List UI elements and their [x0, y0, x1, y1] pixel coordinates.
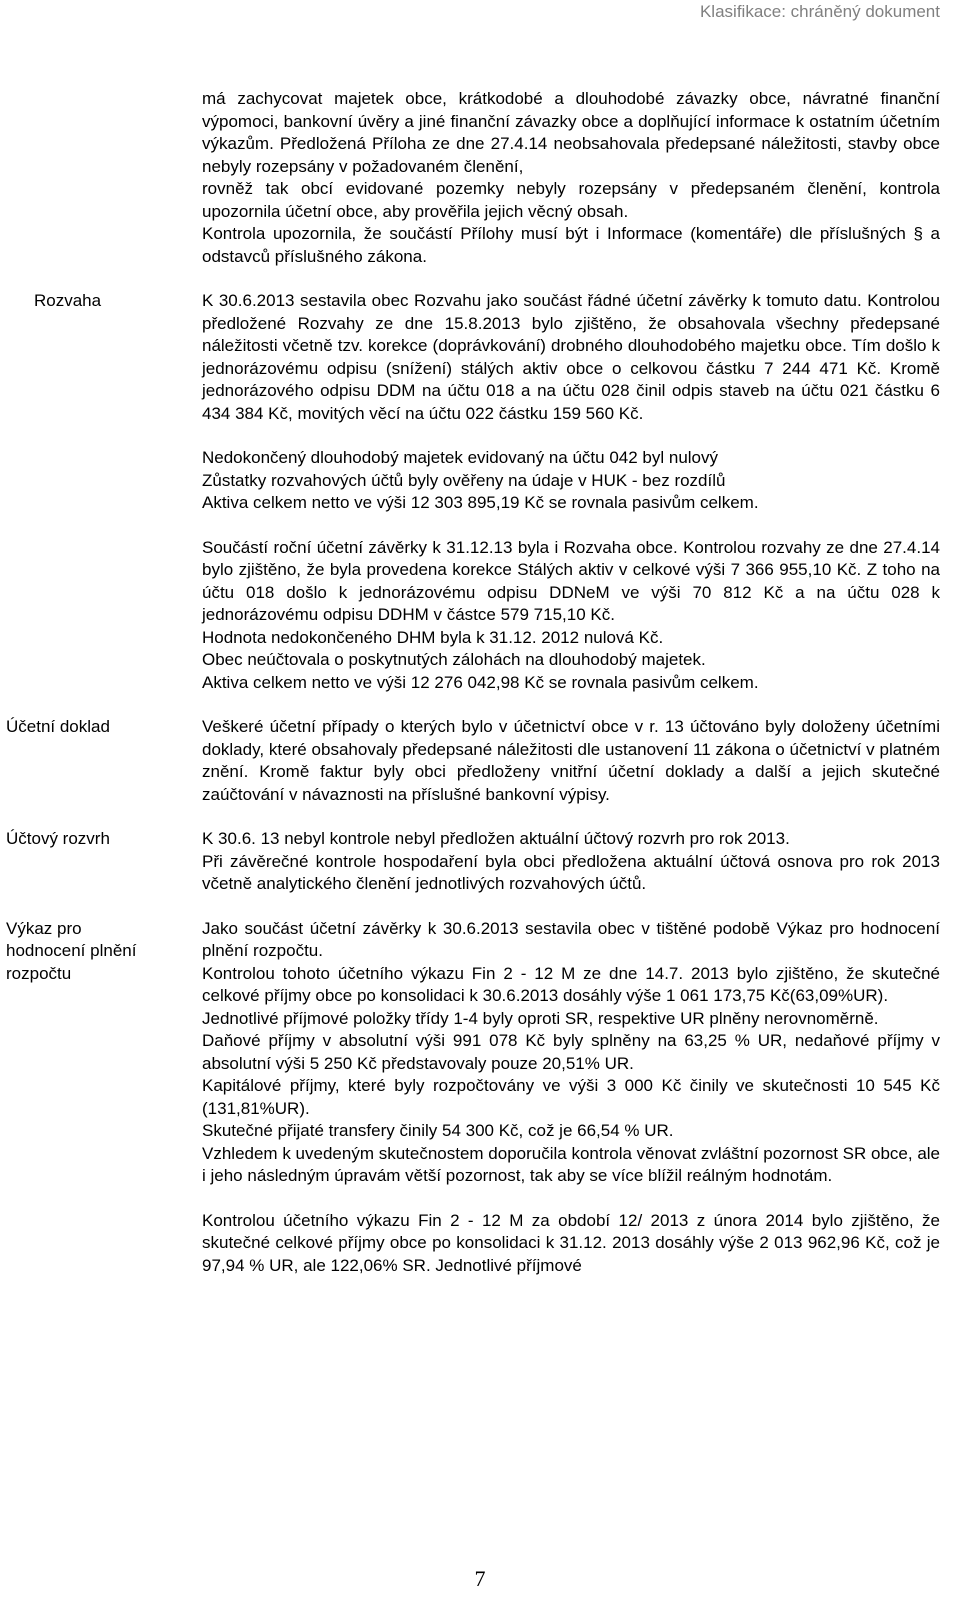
paragraph-gap [202, 425, 940, 447]
paragraph: Hodnota nedokončeného DHM byla k 31.12. 2012 nulová Kč. [202, 627, 664, 647]
paragraph: Jednotlivé příjmové položky třídy 1-4 byly oproti SR, respektive UR plněny nerovnoměrně. [202, 1008, 879, 1028]
paragraph: Nedokončený dlouhodobý majetek evidovaný na účtu 042 byl nulový [202, 448, 719, 467]
paragraph: Aktiva celkem netto ve výši 12 276 042,98 Kč se rovnala pasivům celkem. [202, 672, 759, 692]
paragraph: Zůstatky rozvahových účtů byly ověřeny na údaje v HUK - bez rozdílů [202, 470, 726, 490]
section-text [202, 290, 940, 694]
paragraph: Daňové příjmy v absolutní výši 991 078 Kč byly splněny na 63,25 % UR, nedaňové příjmy v absolutní výši 5 250 Kč představovaly pouze 20,51% UR. [202, 1031, 940, 1073]
section-label: Rozvaha [34, 291, 102, 310]
paragraph: má zachycovat majetek obce, krátkodobé a dlouhodobé závazky obce, návratné finanční výpomoci, bankovní úvěry a jiné finanční závazky obce a doplňující informace k ostatním účetním výkazům. Předložená Příloha ze dne 27.4.14 neobsahovala předepsané náležitosti, stavby obce nebyly rozepsány v požadovaném členění, [202, 89, 940, 176]
paragraph: Obec neúčtovala o poskytnutých zálohách na dlouhodobý majetek. [202, 650, 706, 669]
paragraph: Jako součást účetní závěrky k 30.6.2013 sestavila obec v tištěné podobě Výkaz pro hodnocení plnění rozpočtu. [202, 918, 940, 960]
classification-header: Klasifikace: chráněný dokument [699, 2, 940, 21]
section-text [202, 716, 940, 806]
paragraph: Kontrolou tohoto účetního výkazu Fin 2 - 12 M ze dne 14.7. 2013 bylo zjištěno, že skutečné celkové příjmy obce po konsolidaci k 30.6.2013 dosáhly výše 1 061 173,75 Kč(63,09%UR). [202, 963, 940, 1005]
paragraph: Skutečné přijaté transfery činily 54 300 Kč, což je 66,54 % UR. [202, 1121, 674, 1140]
section-label: Výkaz pro hodnocení plnění rozpočtu [6, 918, 137, 983]
paragraph: K 30.6. 13 nebyl kontrole nebyl předložen aktuální účtový rozvrh pro rok 2013. [202, 829, 790, 848]
document-body [0, 88, 960, 1299]
paragraph: Kontrolou účetního výkazu Fin 2 - 12 M za období 12/ 2013 z února 2014 bylo zjištěno, že skutečné celkové příjmy obce po konsolidaci k 31.12. 2013 dosáhly výše 2 013 962,96 Kč, což je 97,94 % UR, ale 122,06% SR. Jednotlivé příjmové [202, 1210, 940, 1275]
paragraph: K 30.6.2013 sestavila obec Rozvahu jako součást řádné účetní závěrky k tomuto datu. Kontrolou předložené Rozvahy ze dne 15.8.2013 bylo zjištěno, že obsahovala všechny předepsané náležitosti včetně tzv. korekce (doprávkování) drobného dlouhodobého majetku obce. Tím došlo k jednorázovému odpisu (snížení) stálých aktiv obce o celkovou částku 7 244 471 Kč. Kromě jednorázového odpisu DDM na účtu 018 a na účtu 028 činil odpis staveb na účtu 021 částku 6 434 384 Kč, movitých věcí na účtu 022 částku 159 560 Kč. [202, 291, 940, 423]
paragraph: Vzhledem k uvedeným skutečnostem doporučila kontrola věnovat zvláštní pozornost SR obce, ale i jeho následným úpravám větší pozornost, tak aby se více blížil reálným hodnotám. [202, 1143, 941, 1185]
section-text [202, 828, 940, 896]
paragraph: Veškeré účetní případy o kterých bylo v účetnictví obce v r. 13 účtováno byly doloženy účetními doklady, které obsahovaly předepsané náležitosti dle ustanovení 11 zákona o účetnictví v platném znění. Kromě faktur byly obci předloženy vnitřní účetní doklady a další a jejich skutečné zaúčtování v návaznosti na příslušné bankovní výpisy. [202, 717, 940, 804]
section-rozvaha [0, 290, 960, 694]
paragraph-gap [202, 515, 940, 537]
section-label: Účtový rozvrh [6, 829, 110, 848]
section-label: Účetní doklad [6, 717, 110, 736]
paragraph: Kapitálové příjmy, které byly rozpočtovány ve výši 3 000 Kč činily ve skutečnosti 10 545 Kč (131,81%UR). [202, 1076, 940, 1118]
paragraph: Při závěrečné kontrole hospodaření byla obci předložena aktuální účtová osnova pro rok 2013 včetně analytického členění jednotlivých rozvahových účtů. [202, 851, 940, 893]
section-ucetni-doklad [0, 716, 960, 806]
paragraph: Kontrola upozornila, že součástí Přílohy musí být i Informace (komentáře) dle příslušných § a odstavců příslušného zákona. [202, 224, 940, 266]
paragraph: rovněž tak obcí evidované pozemky nebyly rozepsány v předepsaném členění, kontrola upozornila účetní obce, aby prověřila jejich věcný obsah. [202, 179, 940, 221]
page-number: 7 [474, 1566, 486, 1591]
section-uctovy-rozvrh [0, 828, 960, 896]
paragraph-gap [202, 1188, 940, 1210]
section-label [0, 88, 170, 268]
section-vykaz-plneni-rozpoctu [0, 918, 960, 1278]
section-text [202, 918, 940, 1278]
section-prilohy [0, 88, 960, 268]
paragraph: Součástí roční účetní závěrky k 31.12.13 byla i Rozvaha obce. Kontrolou rozvahy ze dne 27.4.14 bylo zjištěno, že byla provedena korekce Stálých aktiv v celkové výši 7 366 955,10 Kč. Z toho na účtu 018 došlo k jednorázovému odpisu DDNeM ve výši 70 812 Kč a na účtu 028 k jednorázovému odpisu DDHM v částce 579 715,10 Kč. [202, 537, 940, 624]
paragraph: Aktiva celkem netto ve výši 12 303 895,19 Kč se rovnala pasivům celkem. [202, 493, 759, 512]
section-text [202, 88, 940, 268]
